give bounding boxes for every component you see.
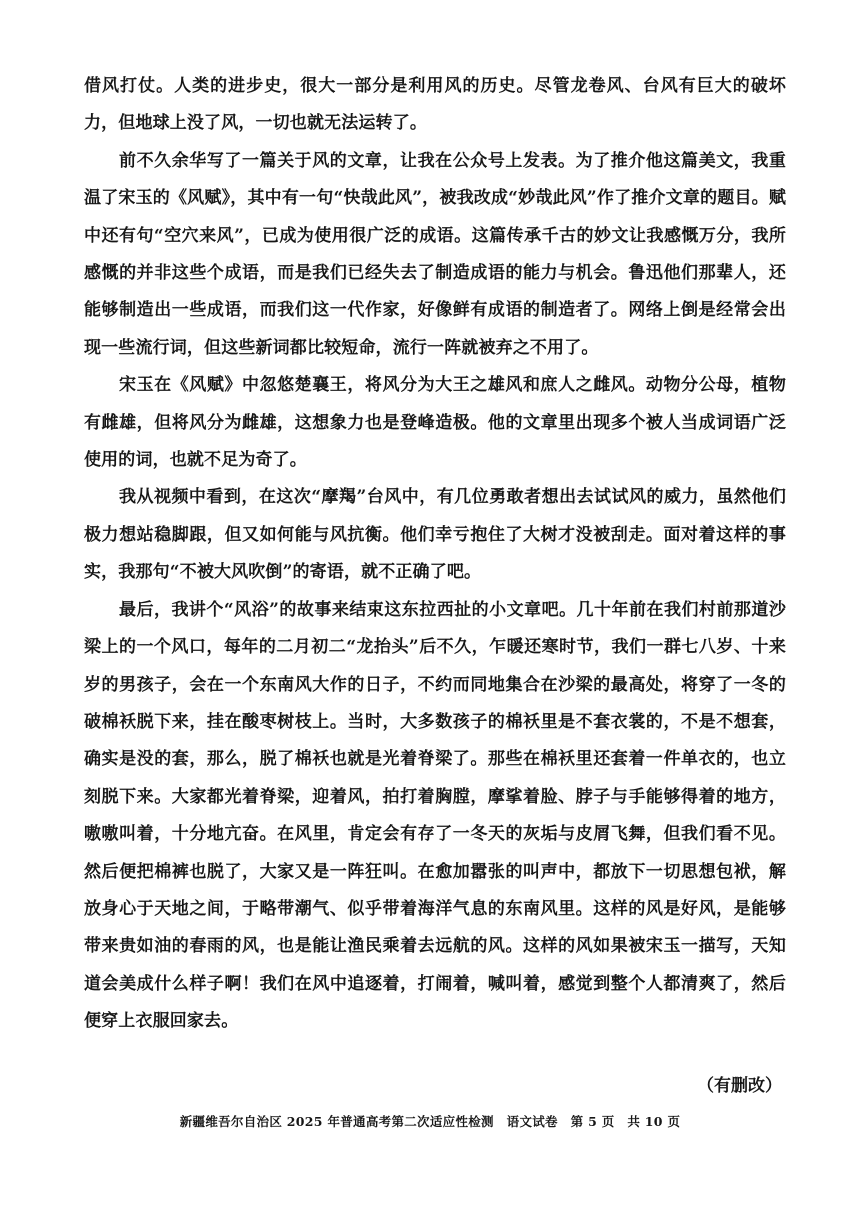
page-footer: 新疆维吾尔自治区 2025 年普通高考第二次适应性检测 语文试卷 第 5 页 共 10 页	[179, 1114, 681, 1129]
paragraph-continuation: 借风打仗。人类的进步史，很大一部分是利用风的历史。尽管龙卷风、台风有巨大的破坏力，但地球上没了风，一切也就无法运转了。	[84, 76, 786, 134]
article-body	[84, 68, 786, 1041]
paragraph-typhoon-video: 我从视频中看到，在这次“摩羯”台风中，有几位勇敢者想出去试试风的威力，虽然他们极力想站稳脚跟，但又如何能与风抗衡。他们幸亏抱住了大树才没被刮走。面对着这样的事实，我那句“不被大风吹倒”的寄语，就不正确了吧。	[84, 487, 786, 583]
paragraph-wind-bath-story: 最后，我讲个“风浴”的故事来结束这东拉西扯的小文章吧。几十年前在我们村前那道沙梁上的一个风口，每年的二月初二“龙抬头”后不久，乍暖还寒时节，我们一群七八岁、十来岁的男孩子，会在一个东南风大作的日子，不约而同地集合在沙梁的最高处，将穿了一冬的破棉袄脱下来，挂在酸枣树枝上。当时，大多数孩子的棉袄里是不套衣裳的，不是不想套，确实是没的套，那么，脱了棉袄也就是光着脊梁了。那些在棉袄里还套着一件单衣的，也立刻脱下来。大家都光着脊梁，迎着风，拍打着胸膛，摩挲着脸、脖子与手能够得着的地方，嗷嗷叫着，十分地亢奋。在风里，肯定会有存了一冬天的灰垢与皮屑飞舞，但我们看不见。然后便把棉裤也脱了，大家又是一阵狂叫。在愈加嚣张的叫声中，都放下一切思想包袱，解放身心于天地之间，于略带潮气、似乎带着海洋气息的东南风里。这样的风是好风，是能够带来贵如油的春雨的风，也是能让渔民乘着去远航的风。这样的风如果被宋玉一描写，天知道会美成什么样子啊！我们在风中追逐着，打闹着，喊叫着，感觉到整个人都清爽了，然后便穿上衣服回家去。	[84, 599, 786, 1032]
paragraph-feng-fu: 宋玉在《风赋》中忽悠楚襄王，将风分为大王之雄风和庶人之雌风。动物分公母，植物有雌雄，但将风分为雌雄，这想象力也是登峰造极。他的文章里出现多个被人当成词语广泛使用的词，也就不足为奇了。	[84, 375, 786, 471]
paragraph-yu-hua-article: 前不久余华写了一篇关于风的文章，让我在公众号上发表。为了推介他这篇美文，我重温了宋玉的《风赋》，其中有一句“快哉此风”，被我改成“妙哉此风”作了推介文章的题目。赋中还有句“空穴来风”，已成为使用很广泛的成语。这篇传承千古的妙文让我感慨万分，我所感慨的并非这些个成语，而是我们已经失去了制造成语的能力与机会。鲁迅他们那辈人，还能够制造出一些成语，而我们这一代作家，好像鲜有成语的制造者了。网络上倒是经常会出现一些流行词，但这些新词都比较短命，流行一阵就被弃之不用了。	[84, 150, 786, 358]
edited-note: （有删改）	[697, 1076, 782, 1096]
